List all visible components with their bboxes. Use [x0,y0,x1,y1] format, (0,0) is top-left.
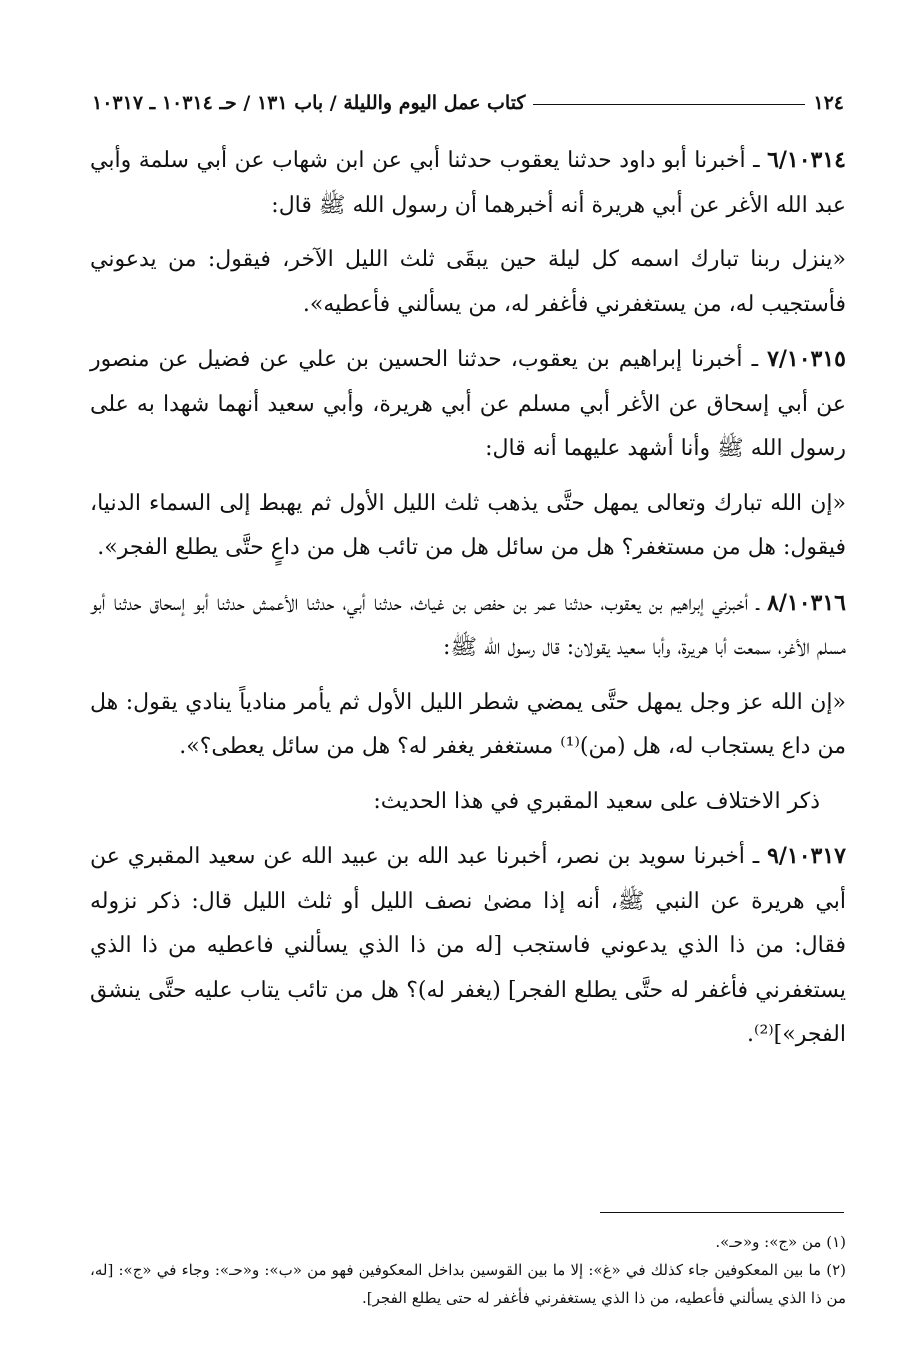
body-text [90,138,846,1068]
footnote-divider [600,1212,844,1213]
footnotes [90,1228,846,1312]
hadith-number: ٦/١٠٣١٤ [767,147,846,173]
section-heading [90,780,846,825]
hadith-paragraph [90,834,846,1058]
hadith-number: ٨/١٠٣١٦ [767,589,846,616]
hadith-paragraph [90,337,846,472]
footnote: (١) من «ج»: و«حـ». [715,1233,846,1251]
hadith-number: ٩/١٠٣١٧ [767,843,846,869]
paragraph-text: «إن الله عز وجل يمهل حتَّى يمضي شطر الليل الأول ثم يأمر منادياً ينادي يقول: هل من داع يستجاب له، هل (من)⁽¹⁾ مستغفر يغفر له؟ هل من سائل يعطى؟». [90,689,846,759]
hadith-text [90,482,846,571]
paragraph-text: «ينزل ربنا تبارك اسمه كل ليلة حين يبقَى ثلث الليل الآخر، فيقول: من يدعوني فأستجيب له، من يستغفرني فأغفر له، من يسألني فأعطيه». [90,247,846,317]
hadith-paragraph [90,581,846,671]
paragraph-text: ـ أخبرني إبراهيم بن يعقوب، حدثنا عمر بن حفص بن غياث، حدثنا أبي، حدثنا الأعمش حدثنا أبو إسحاق حدثنا أبو مسلم الأغر، سمعت أبا هريرة، وأبا سعيد يقولان: قال رسول الله ﷺ: [90,590,846,660]
running-title: كتاب عمل اليوم والليلة / باب ١٣١ / حـ ١٠٣١٤ ـ ١٠٣١٧ [92,92,526,114]
paragraph-text: «إن الله تبارك وتعالى يمهل حتَّى يذهب ثلث الليل الأول ثم يهبط إلى السماء الدنيا، فيقول: هل من مستغفر؟ هل من سائل هل من تائب هل من داعٍ حتَّى يطلع الفجر». [90,490,846,560]
paragraph-text: ـ أخبرنا سويد بن نصر، أخبرنا عبد الله بن عبيد الله عن سعيد المقبري عن أبي هريرة عن النبي ﷺ، أنه إذا مضىٰ نصف الليل أو ثلث الليل قال: ذكر نزوله فقال: من ذا الذي يدعوني فاستجب [له من ذا الذي يسألني فاعطيه من ذا الذي يستغفرني فأغفر له حتَّى يطلع الفجر] (يغفر له)؟ هل من تائب يتاب عليه حتَّى ينشق الفجر»]⁽²⁾. [90,844,846,1047]
paragraph-text: ذكر الاختلاف على سعيد المقبري في هذا الحديث: [373,788,820,814]
header-rule [533,104,805,105]
footnote: (٢) ما بين المعكوفين جاء كذلك في «غ»: إلا ما بين القوسين بداخل المعكوفين فهو من «ب»: و«حـ»: وجاء في «ج»: [له، من ذا الذي يسألني فأعطيه، من ذا الذي يستغفرني فأغفر له حتى يطلع الفجر]. [90,1261,846,1307]
hadith-text [90,681,846,770]
hadith-paragraph [90,138,846,228]
paragraph-text: ـ أخبرنا أبو داود حدثنا يعقوب حدثنا أبي عن ابن شهاب عن أبي سلمة وأبي عبد الله الأغر عن أبي هريرة أنه أخبرهما أن رسول الله ﷺ قال: [90,148,846,218]
page-number: ١٢٤ [813,92,844,114]
hadith-number: ٧/١٠٣١٥ [767,346,846,372]
hadith-text [90,238,846,327]
running-header [92,84,844,114]
paragraph-text: ـ أخبرنا إبراهيم بن يعقوب، حدثنا الحسين بن علي عن فضيل عن منصور عن أبي إسحاق عن الأغر أبي مسلم عن أبي هريرة، وأبي سعيد أنهما شهدا به على رسول الله ﷺ وأنا أشهد عليهما أنه قال: [90,347,846,461]
